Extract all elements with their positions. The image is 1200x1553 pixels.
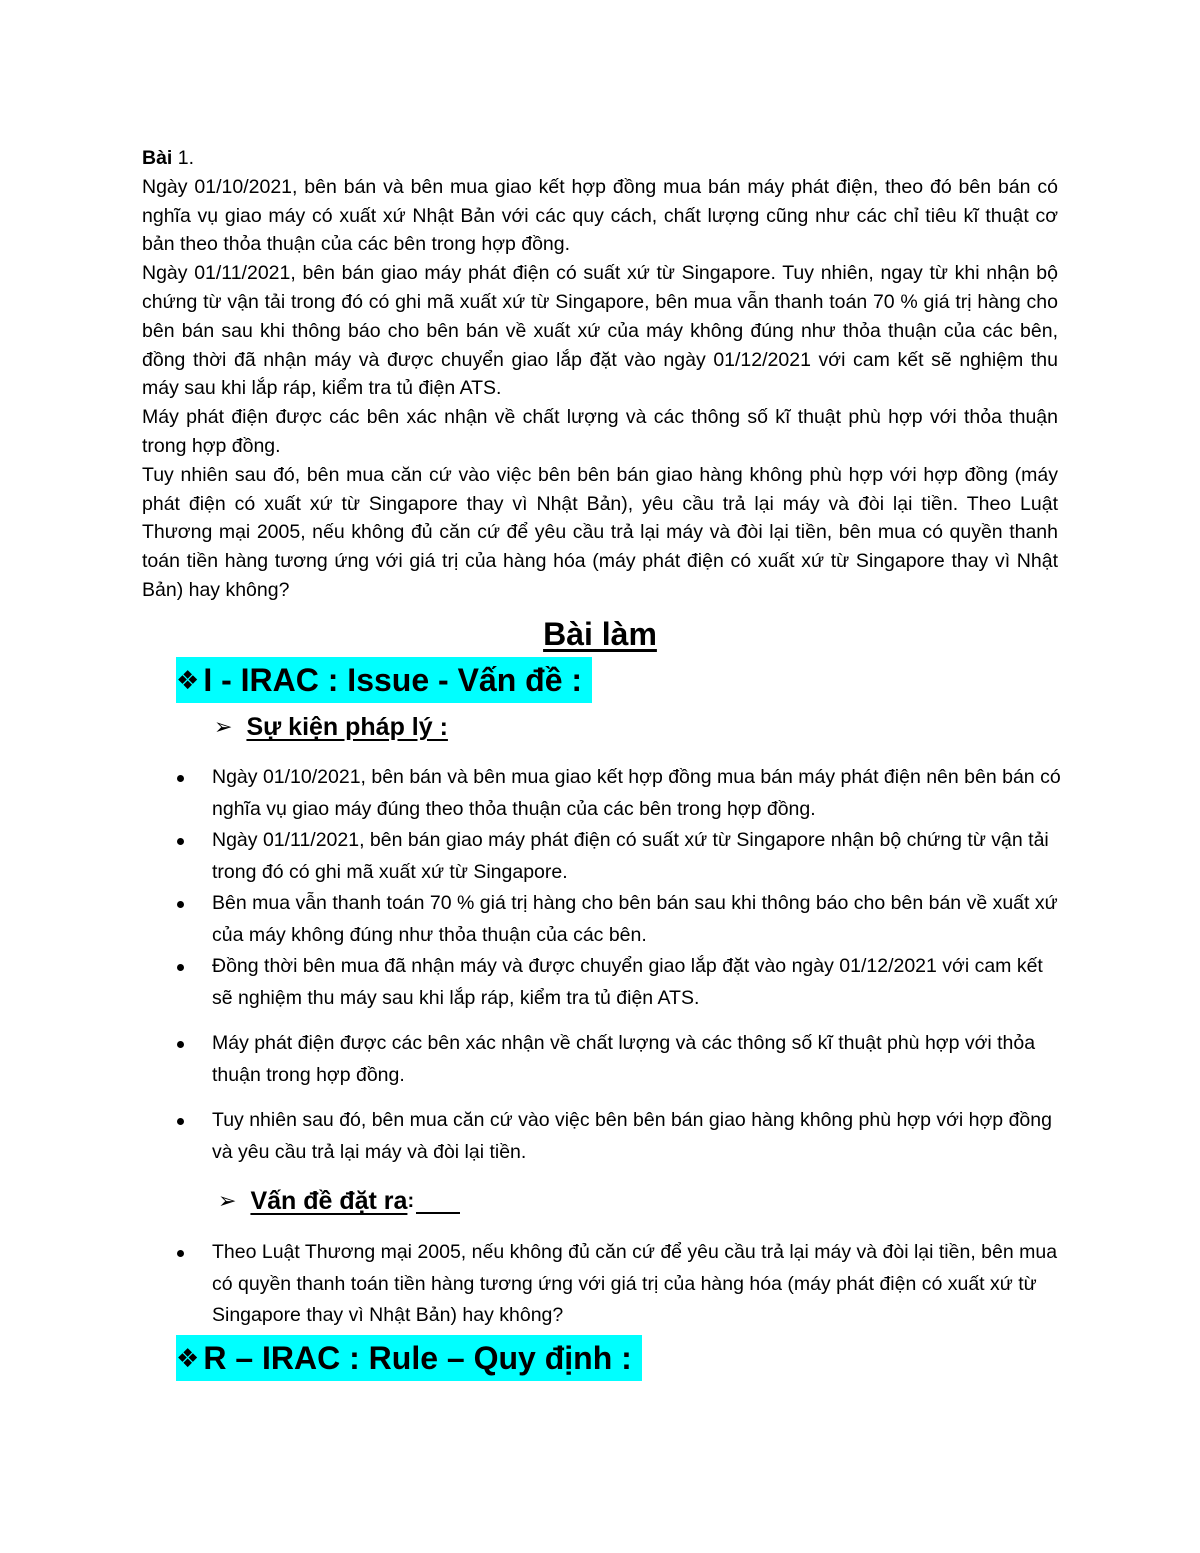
exercise-title-number: 1. (172, 147, 195, 169)
arrow-bullet-icon: ➢ (218, 1188, 237, 1213)
section-issue-heading (176, 657, 592, 703)
issues-list (170, 1237, 1062, 1332)
list-item: Đồng thời bên mua đã nhận máy và được chuyển giao lắp đặt vào ngày 01/12/2021 với cam kết sẽ nghiệm thu máy sau khi lắp ráp, kiểm tra tủ điện ATS. (170, 951, 1062, 1014)
facts-heading-text: Sự kiện pháp lý : (246, 713, 448, 741)
section-rule-heading (176, 1335, 642, 1381)
list-item: Máy phát điện được các bên xác nhận về chất lượng và các thông số kĩ thuật phù hợp với thỏa thuận trong hợp đồng. (170, 1028, 1062, 1091)
issue-heading-text: Vấn đề đặt ra (250, 1187, 408, 1215)
facts-list (170, 762, 1062, 1168)
exercise-title (142, 144, 1058, 173)
main-title (0, 612, 1200, 656)
list-item: Theo Luật Thương mại 2005, nếu không đủ căn cứ để yêu cầu trả lại máy và đòi lại tiền, bên mua có quyền thanh toán tiền hàng tương ứng với giá trị của hàng hóa (máy phát điện có xuất xứ từ Singapore thay vì Nhật Bản) hay không? (170, 1237, 1062, 1332)
exercise-paragraph: Ngày 01/10/2021, bên bán và bên mua giao kết hợp đồng mua bán máy phát điện, theo đó bên bán có nghĩa vụ giao máy có xuất xứ Nhật Bản với các quy cách, chất lượng cũng như các chỉ tiêu kĩ thuật cơ bản theo thỏa thuận của các bên trong hợp đồng. (142, 175, 1058, 256)
list-item: Ngày 01/11/2021, bên bán giao máy phát điện có suất xứ từ Singapore nhận bộ chứng từ vận tải trong đó có ghi mã xuất xứ từ Singapore. (170, 825, 1062, 888)
issue-heading-suffix: : (407, 1190, 415, 1212)
section-rule-title: R – IRAC : Rule – Quy định : (203, 1340, 632, 1376)
list-item: Bên mua vẫn thanh toán 70 % giá trị hàng cho bên bán sau khi thông báo cho bên bán về xuất xứ của máy không đúng như thỏa thuận của các bên. (170, 888, 1062, 951)
main-title-text: Bài làm (543, 616, 657, 652)
exercise-paragraph: Tuy nhiên sau đó, bên mua căn cứ vào việc bên bên bán giao hàng không phù hợp với hợp đồng (máy phát điện có xuất xứ từ Singapore thay vì Nhật Bản), yêu cầu trả lại máy và đòi lại tiền. Theo Luật Thương mại 2005, nếu không đủ căn cứ để yêu cầu trả lại máy và đòi lại tiền, bên mua có quyền thanh toán tiền hàng tương ứng với giá trị của hàng hóa (máy phát điện có xuất xứ từ Singapore thay vì Nhật Bản) hay không? (142, 463, 1058, 601)
exercise-paragraph: Ngày 01/11/2021, bên bán giao máy phát điện có suất xứ từ Singapore. Tuy nhiên, ngay từ khi nhận bộ chứng từ vận tải trong đó có ghi mã xuất xứ từ Singapore, bên mua vẫn thanh toán 70 % giá trị hàng cho bên bán sau khi thông báo cho bên bán về xuất xứ của máy không đúng như thỏa thuận của các bên, đồng thời đã nhận máy và được chuyển giao lắp đặt vào ngày 01/12/2021 với cam kết sẽ nghiệm thu máy sau khi lắp ráp, kiểm tra tủ điện ATS. (142, 262, 1058, 400)
underline-trail (416, 1212, 460, 1214)
section-issue-title: I - IRAC : Issue - Vấn đề : (203, 662, 583, 698)
list-item: Ngày 01/10/2021, bên bán và bên mua giao kết hợp đồng mua bán máy phát điện nên bên bán có nghĩa vụ giao máy đúng theo thỏa thuận của các bên trong hợp đồng. (170, 762, 1062, 825)
list-item: Tuy nhiên sau đó, bên mua căn cứ vào việc bên bên bán giao hàng không phù hợp với hợp đồng và yêu cầu trả lại máy và đòi lại tiền. (170, 1105, 1062, 1168)
issue-heading (218, 1184, 460, 1218)
diamond-bullet-icon: ❖ (176, 1343, 200, 1373)
arrow-bullet-icon: ➢ (214, 714, 233, 739)
diamond-bullet-icon: ❖ (176, 665, 200, 695)
exercise-paragraph: Máy phát điện được các bên xác nhận về chất lượng và các thông số kĩ thuật phù hợp với thỏa thuận trong hợp đồng. (142, 406, 1058, 457)
exercise-statement (142, 144, 1058, 605)
facts-heading (214, 710, 448, 744)
exercise-title-label: Bài (142, 147, 173, 169)
